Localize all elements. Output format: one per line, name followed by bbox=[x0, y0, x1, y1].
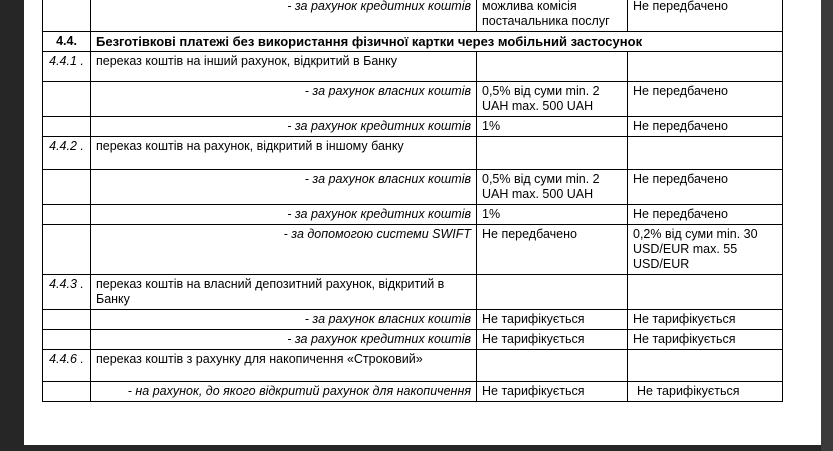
table-row bbox=[43, 205, 783, 225]
own-funds-fee: можлива комісія постачальника послуг bbox=[477, 0, 628, 32]
table-row bbox=[43, 117, 783, 137]
row-label: переказ коштів на інший рахунок, відкритий в Банку bbox=[91, 52, 477, 82]
own-funds-fee: 1% bbox=[477, 117, 628, 137]
swift-fee bbox=[628, 52, 783, 82]
swift-fee: Не тарифікується bbox=[628, 382, 783, 402]
tariff-table bbox=[42, 0, 783, 402]
row-label: переказ коштів на власний депозитний рахунок, відкритий в Банку bbox=[91, 275, 477, 310]
own-funds-fee: 1% bbox=[477, 205, 628, 225]
row-label: - за рахунок власних коштів bbox=[91, 170, 477, 205]
swift-fee: Не тарифікується bbox=[628, 310, 783, 330]
swift-fee bbox=[628, 275, 783, 310]
swift-fee: Не тарифікується bbox=[628, 330, 783, 350]
row-number bbox=[43, 0, 91, 32]
swift-fee: Не передбачено bbox=[628, 117, 783, 137]
row-label: переказ коштів з рахунку для накопичення «Строковий» bbox=[91, 350, 477, 382]
row-label: - за допомогою системи SWIFT bbox=[91, 225, 477, 275]
swift-fee: Не передбачено bbox=[628, 205, 783, 225]
own-funds-fee: Не тарифікується bbox=[477, 330, 628, 350]
own-funds-fee bbox=[477, 275, 628, 310]
swift-fee: Не передбачено bbox=[628, 82, 783, 117]
row-label: - на рахунок, до якого відкритий рахунок для накопичення bbox=[91, 382, 477, 402]
row-number bbox=[43, 170, 91, 205]
table-row bbox=[43, 310, 783, 330]
table-row bbox=[43, 382, 783, 402]
table-row bbox=[43, 330, 783, 350]
swift-fee: Не передбачено bbox=[628, 170, 783, 205]
row-number bbox=[43, 310, 91, 330]
swift-fee bbox=[628, 350, 783, 382]
own-funds-fee: Не передбачено bbox=[477, 225, 628, 275]
row-label: - за рахунок кредитних коштів bbox=[91, 330, 477, 350]
own-funds-fee: 0,5% від суми min. 2 UAH max. 500 UAH bbox=[477, 82, 628, 117]
own-funds-fee: Не тарифікується bbox=[477, 382, 628, 402]
swift-fee bbox=[628, 137, 783, 170]
row-label: переказ коштів на рахунок, відкритий в іншому банку bbox=[91, 137, 477, 170]
section-row bbox=[43, 32, 783, 52]
own-funds-fee bbox=[477, 350, 628, 382]
row-number: 4.4.3 . bbox=[43, 275, 91, 310]
row-number bbox=[43, 330, 91, 350]
own-funds-fee bbox=[477, 137, 628, 170]
row-number bbox=[43, 225, 91, 275]
table-row bbox=[43, 52, 783, 82]
row-number: 4.4.1 . bbox=[43, 52, 91, 82]
own-funds-fee: 0,5% від суми min. 2 UAH max. 500 UAH bbox=[477, 170, 628, 205]
row-label: - за рахунок власних коштів bbox=[91, 82, 477, 117]
row-label: - за рахунок кредитних коштів bbox=[91, 205, 477, 225]
own-funds-fee: Не тарифікується bbox=[477, 310, 628, 330]
row-label: - за рахунок кредитних коштів bbox=[91, 117, 477, 137]
table-row bbox=[43, 350, 783, 382]
section-title: Безготівкові платежі без використання фізичної картки через мобільний застосунок bbox=[91, 32, 783, 52]
row-number: 4.4.2 . bbox=[43, 137, 91, 170]
row-number bbox=[43, 382, 91, 402]
swift-fee: 0,2% від суми min. 30 USD/EUR max. 55 USD/EUR bbox=[628, 225, 783, 275]
table-row bbox=[43, 225, 783, 275]
document-page bbox=[24, 0, 821, 445]
table-row bbox=[43, 137, 783, 170]
row-number bbox=[43, 82, 91, 117]
table-row bbox=[43, 82, 783, 117]
viewer-edge bbox=[821, 0, 833, 451]
row-number bbox=[43, 205, 91, 225]
swift-fee: Не передбачено bbox=[628, 0, 783, 32]
row-label: - за рахунок кредитних коштів bbox=[91, 0, 477, 32]
section-number: 4.4. bbox=[43, 32, 91, 52]
own-funds-fee bbox=[477, 52, 628, 82]
table-row bbox=[43, 0, 783, 32]
row-label: - за рахунок власних коштів bbox=[91, 310, 477, 330]
table-row bbox=[43, 170, 783, 205]
row-number bbox=[43, 117, 91, 137]
row-number: 4.4.6 . bbox=[43, 350, 91, 382]
table-row bbox=[43, 275, 783, 310]
